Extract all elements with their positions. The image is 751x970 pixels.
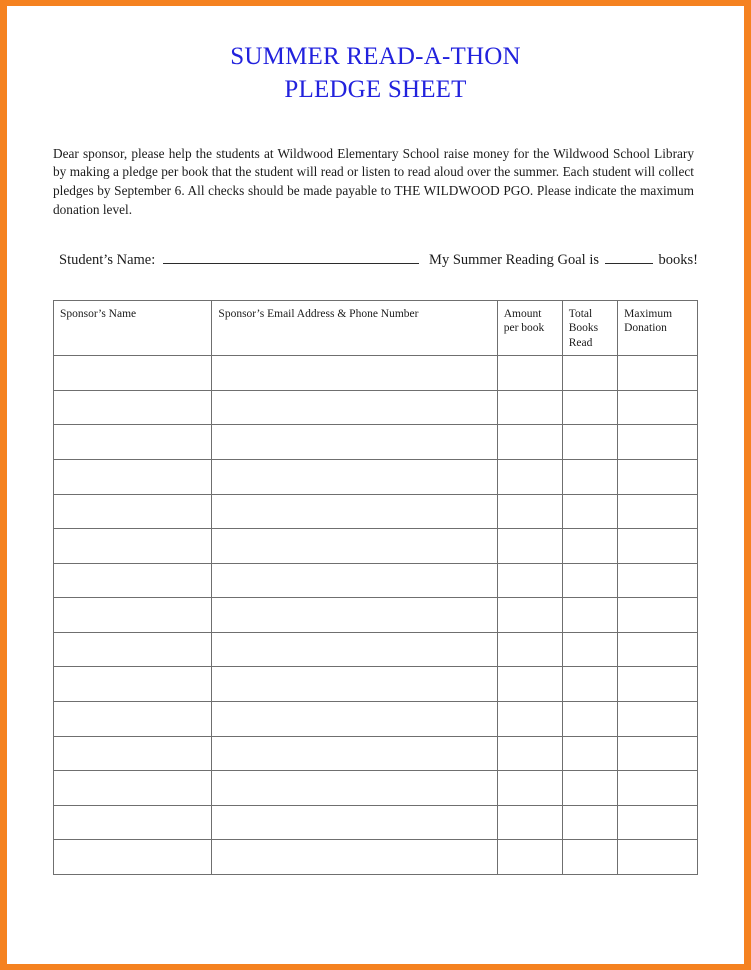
cell-amount-per-book[interactable] [497, 805, 562, 840]
table-row [54, 771, 698, 806]
cell-maximum-donation[interactable] [618, 771, 698, 806]
cell-maximum-donation[interactable] [618, 529, 698, 564]
cell-amount-per-book[interactable] [497, 632, 562, 667]
cell-sponsor-contact[interactable] [212, 390, 497, 425]
table-row [54, 840, 698, 875]
pledge-table [53, 300, 698, 875]
cell-sponsor-contact[interactable] [212, 702, 497, 737]
cell-sponsor-contact[interactable] [212, 529, 497, 564]
cell-maximum-donation[interactable] [618, 494, 698, 529]
cell-sponsor-name[interactable] [54, 771, 212, 806]
cell-maximum-donation[interactable] [618, 667, 698, 702]
cell-sponsor-name[interactable] [54, 702, 212, 737]
cell-maximum-donation[interactable] [618, 736, 698, 771]
table-row [54, 598, 698, 633]
cell-sponsor-contact[interactable] [212, 805, 497, 840]
cell-amount-per-book[interactable] [497, 494, 562, 529]
column-header-total-books-read: Total Books Read [562, 301, 617, 356]
column-header-sponsor-name: Sponsor’s Name [54, 301, 212, 356]
table-row [54, 632, 698, 667]
cell-amount-per-book[interactable] [497, 840, 562, 875]
column-header-amount-per-book: Amount per book [497, 301, 562, 356]
pledge-table-body [54, 356, 698, 875]
cell-maximum-donation[interactable] [618, 598, 698, 633]
cell-maximum-donation[interactable] [618, 356, 698, 391]
reading-goal-input[interactable] [605, 250, 653, 264]
cell-sponsor-name[interactable] [54, 840, 212, 875]
student-name-label: Student’s Name: [59, 252, 156, 268]
cell-total-books-read[interactable] [562, 563, 617, 598]
cell-sponsor-contact[interactable] [212, 459, 497, 494]
cell-sponsor-name[interactable] [54, 425, 212, 460]
title-line-2: PLEDGE SHEET [284, 76, 467, 104]
cell-sponsor-contact[interactable] [212, 632, 497, 667]
pledge-sheet [7, 6, 744, 964]
cell-total-books-read[interactable] [562, 598, 617, 633]
table-row [54, 667, 698, 702]
cell-total-books-read[interactable] [562, 736, 617, 771]
table-row [54, 736, 698, 771]
cell-sponsor-name[interactable] [54, 667, 212, 702]
cell-amount-per-book[interactable] [497, 736, 562, 771]
cell-total-books-read[interactable] [562, 702, 617, 737]
cell-sponsor-contact[interactable] [212, 771, 497, 806]
cell-sponsor-contact[interactable] [212, 736, 497, 771]
cell-amount-per-book[interactable] [497, 390, 562, 425]
cell-maximum-donation[interactable] [618, 840, 698, 875]
cell-sponsor-name[interactable] [54, 356, 212, 391]
table-header-row [54, 301, 698, 356]
cell-maximum-donation[interactable] [618, 563, 698, 598]
cell-amount-per-book[interactable] [497, 425, 562, 460]
table-row [54, 529, 698, 564]
cell-total-books-read[interactable] [562, 356, 617, 391]
cell-sponsor-contact[interactable] [212, 598, 497, 633]
column-header-maximum-donation: Maximum Donation [618, 301, 698, 356]
table-row [54, 425, 698, 460]
reading-goal-label: My Summer Reading Goal is [429, 252, 600, 268]
table-row [54, 459, 698, 494]
cell-amount-per-book[interactable] [497, 529, 562, 564]
cell-total-books-read[interactable] [562, 494, 617, 529]
cell-sponsor-name[interactable] [54, 529, 212, 564]
cell-sponsor-name[interactable] [54, 598, 212, 633]
cell-sponsor-contact[interactable] [212, 425, 497, 460]
cell-sponsor-name[interactable] [54, 736, 212, 771]
cell-sponsor-contact[interactable] [212, 563, 497, 598]
cell-amount-per-book[interactable] [497, 356, 562, 391]
table-row [54, 702, 698, 737]
cell-sponsor-contact[interactable] [212, 840, 497, 875]
cell-amount-per-book[interactable] [497, 667, 562, 702]
cell-total-books-read[interactable] [562, 771, 617, 806]
title-line-1: SUMMER READ-A-THON [230, 43, 521, 70]
cell-amount-per-book[interactable] [497, 598, 562, 633]
table-row [54, 563, 698, 598]
cell-sponsor-name[interactable] [54, 459, 212, 494]
page-title [53, 40, 698, 107]
student-info-row [53, 250, 698, 269]
cell-sponsor-contact[interactable] [212, 494, 497, 529]
student-name-input[interactable] [163, 250, 419, 264]
cell-maximum-donation[interactable] [618, 390, 698, 425]
cell-total-books-read[interactable] [562, 390, 617, 425]
column-header-sponsor-contact: Sponsor’s Email Address & Phone Number [212, 301, 497, 356]
cell-total-books-read[interactable] [562, 459, 617, 494]
table-row [54, 390, 698, 425]
intro-paragraph: Dear sponsor, please help the students at Wildwood Elementary School raise money for the Wildwood School Library by making a pledge per book that the student will read or listen to read aloud over the summer. Each student will collect pledges by September 6. All checks should be made payable to THE WILDWOOD PGO. Please indicate the maximum donation level. [53, 145, 694, 218]
cell-sponsor-name[interactable] [54, 563, 212, 598]
cell-maximum-donation[interactable] [618, 425, 698, 460]
cell-total-books-read[interactable] [562, 805, 617, 840]
cell-sponsor-name[interactable] [54, 805, 212, 840]
cell-sponsor-contact[interactable] [212, 356, 497, 391]
cell-amount-per-book[interactable] [497, 771, 562, 806]
reading-goal-unit-label: books! [658, 252, 698, 268]
cell-sponsor-name[interactable] [54, 494, 212, 529]
cell-maximum-donation[interactable] [618, 632, 698, 667]
table-row [54, 356, 698, 391]
cell-sponsor-contact[interactable] [212, 667, 497, 702]
cell-total-books-read[interactable] [562, 425, 617, 460]
cell-maximum-donation[interactable] [618, 459, 698, 494]
table-row [54, 494, 698, 529]
cell-amount-per-book[interactable] [497, 702, 562, 737]
cell-total-books-read[interactable] [562, 632, 617, 667]
cell-total-books-read[interactable] [562, 529, 617, 564]
cell-total-books-read[interactable] [562, 840, 617, 875]
cell-total-books-read[interactable] [562, 667, 617, 702]
cell-sponsor-name[interactable] [54, 632, 212, 667]
cell-sponsor-name[interactable] [54, 390, 212, 425]
cell-amount-per-book[interactable] [497, 459, 562, 494]
cell-maximum-donation[interactable] [618, 805, 698, 840]
table-row [54, 805, 698, 840]
cell-maximum-donation[interactable] [618, 702, 698, 737]
cell-amount-per-book[interactable] [497, 563, 562, 598]
